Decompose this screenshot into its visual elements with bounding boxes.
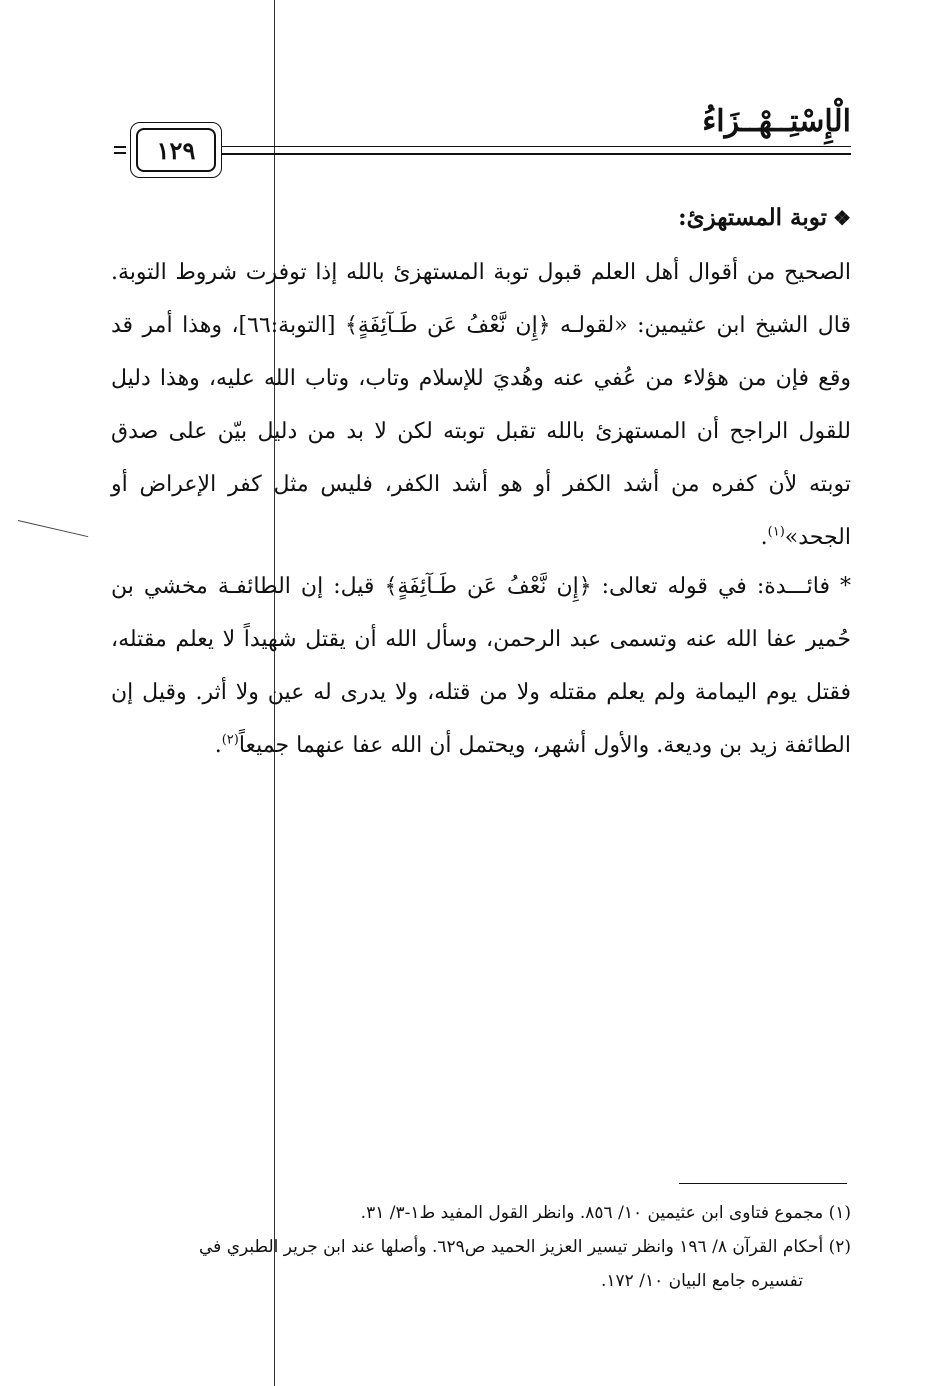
- page-number: ١٢٩: [136, 128, 216, 172]
- footnote-1: (١) مجموع فتاوى ابن عثيمين ١٠/ ٨٥٦. وانظر القول المفيد ط١-٣/ ٣١.: [360, 1203, 851, 1223]
- running-title: الْإِسْتِــهْــزَاءُ: [702, 104, 851, 139]
- section-heading: [678, 204, 851, 231]
- paragraph-1-text: الصحيح من أقوال أهل العلم قبول توبة المستهزئ بالله إذا توفرت شروط التوبة. قال الشيخ ابن عثيمين: «لقولـه ﴿إِن نَّعْفُ عَن طَـآئِفَةٍ﴾ [التوبة:٦٦]، وهذا أمر قد وقع فإن من هؤلاء من عُفي عنه وهُديَ للإسلام وتاب، وتاب الله عليه، وهذا دليل للقول الراجح أن المستهزئ بالله تقبل توبته لكن لا بد من دليل بيّن على صدق توبته لأن كفره من أشد الكفر أو هو أشد الكفر، فليس مثل كفر الإعراض أو الجحد»: [111, 260, 851, 550]
- page-number-box: [130, 122, 222, 178]
- footnotes: [111, 1196, 851, 1298]
- header-rule-top: [222, 146, 851, 147]
- paragraph-1-end: .: [760, 525, 768, 550]
- paragraph-2-text: * فائـــدة: في قوله تعالى: ﴿إِن نَّعْفُ عَن طَـآئِفَةٍ﴾ قيل: إن الطائفـة مخشي بن حُمير عفا الله عنه وتسمى عبد الرحمن، وسأل الله أن يقتل شهيداً لا يعلم مقتله، فقتل يوم اليمامة ولم يعلم مقتله ولا من قتله، ولا يدرى له عين ولا أثر. وقيل إن الطائفة زيد بن وديعة. والأول أشهر، ويحتمل أن الله عفا عنهما جميعاً: [111, 574, 851, 758]
- footnote-ref-1: (١): [767, 524, 785, 540]
- paragraph-2: [111, 560, 851, 772]
- section-heading-text: توبة المستهزئ:: [678, 204, 828, 231]
- paragraph-1: [111, 246, 851, 564]
- footnote-2-continuation: تفسيره جامع البيان ١٠/ ١٧٢.: [600, 1271, 803, 1291]
- header-rule-bottom: [222, 153, 851, 155]
- paragraph-2-end: .: [214, 733, 222, 758]
- header-rule-end: [114, 146, 126, 154]
- footnote-ref-2: (٢): [221, 732, 239, 748]
- footnote-separator: [679, 1183, 847, 1184]
- footnote-2: (٢) أحكام القرآن ٨/ ١٩٦ وانظر تيسير العزيز الحميد ص٦٢٩. وأصلها عند ابن جرير الطبري في: [199, 1237, 851, 1257]
- scan-mark: [18, 520, 88, 537]
- diamond-bullet-icon: ❖: [833, 206, 851, 230]
